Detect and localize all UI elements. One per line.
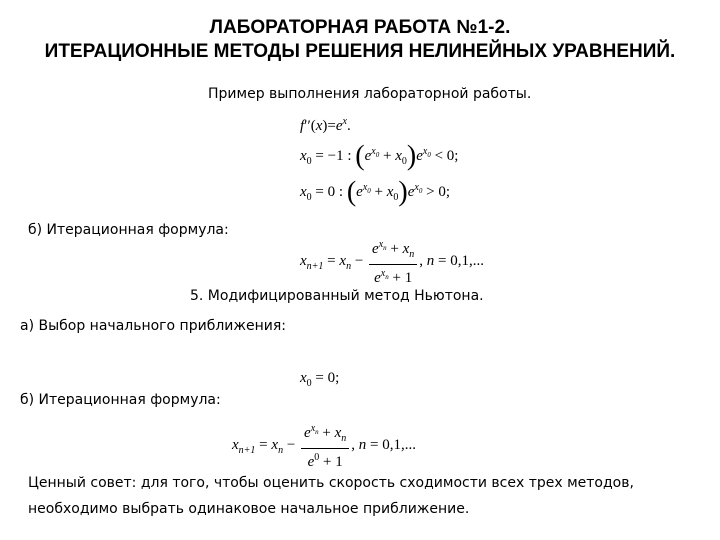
section-b-label-1: б) Итерационная формула: (28, 222, 229, 238)
page-title-line1: ЛАБОРАТОРНАЯ РАБОТА №1-2. (209, 17, 511, 38)
method5-title: 5. Модифицированный метод Ньютона. (190, 288, 484, 304)
example-caption: Пример выполнения лабораторной работы. (208, 86, 532, 102)
formula-second-derivative: $f''(x)=e^x$. (300, 116, 351, 134)
formula-x0-zero: $x_0 = 0$ : $(e^{x_0} + x_0)e^{x_0} > 0$; (300, 176, 450, 208)
advice-line1: Ценный совет: для того, чтобы оценить скорость сходимости всех трех методов, (28, 475, 634, 491)
section-b-label-2: б) Итерационная формула: (20, 392, 221, 408)
formula-iteration-2: $x_{n+1} = x_n$ − $\frac{e^{x_n} + x_n}{e^0 + 1}$ , n = 0,1,... (232, 420, 416, 471)
advice-line2: необходимо выбрать одинаковое начальное приближение. (28, 501, 470, 517)
formula-modified-x0: $x_0 = 0$; (300, 370, 340, 389)
page-title-line2: ИТЕРАЦИОННЫЕ МЕТОДЫ РЕШЕНИЯ НЕЛИНЕЙНЫХ УРАВНЕНИЙ. (44, 41, 676, 62)
advice-text (28, 470, 688, 522)
formula-x0-neg1: $x_0 = -1$ : $(e^{x_0} + x_0)e^{x_0} < 0$; (300, 140, 459, 172)
formula-iteration-1: $x_{n+1} = x_n$ − $\frac{e^{x_n} + x_n}{e^{x_n} + 1}$ , n = 0,1,... (300, 236, 484, 287)
section-a-label: а) Выбор начального приближения: (20, 318, 286, 334)
